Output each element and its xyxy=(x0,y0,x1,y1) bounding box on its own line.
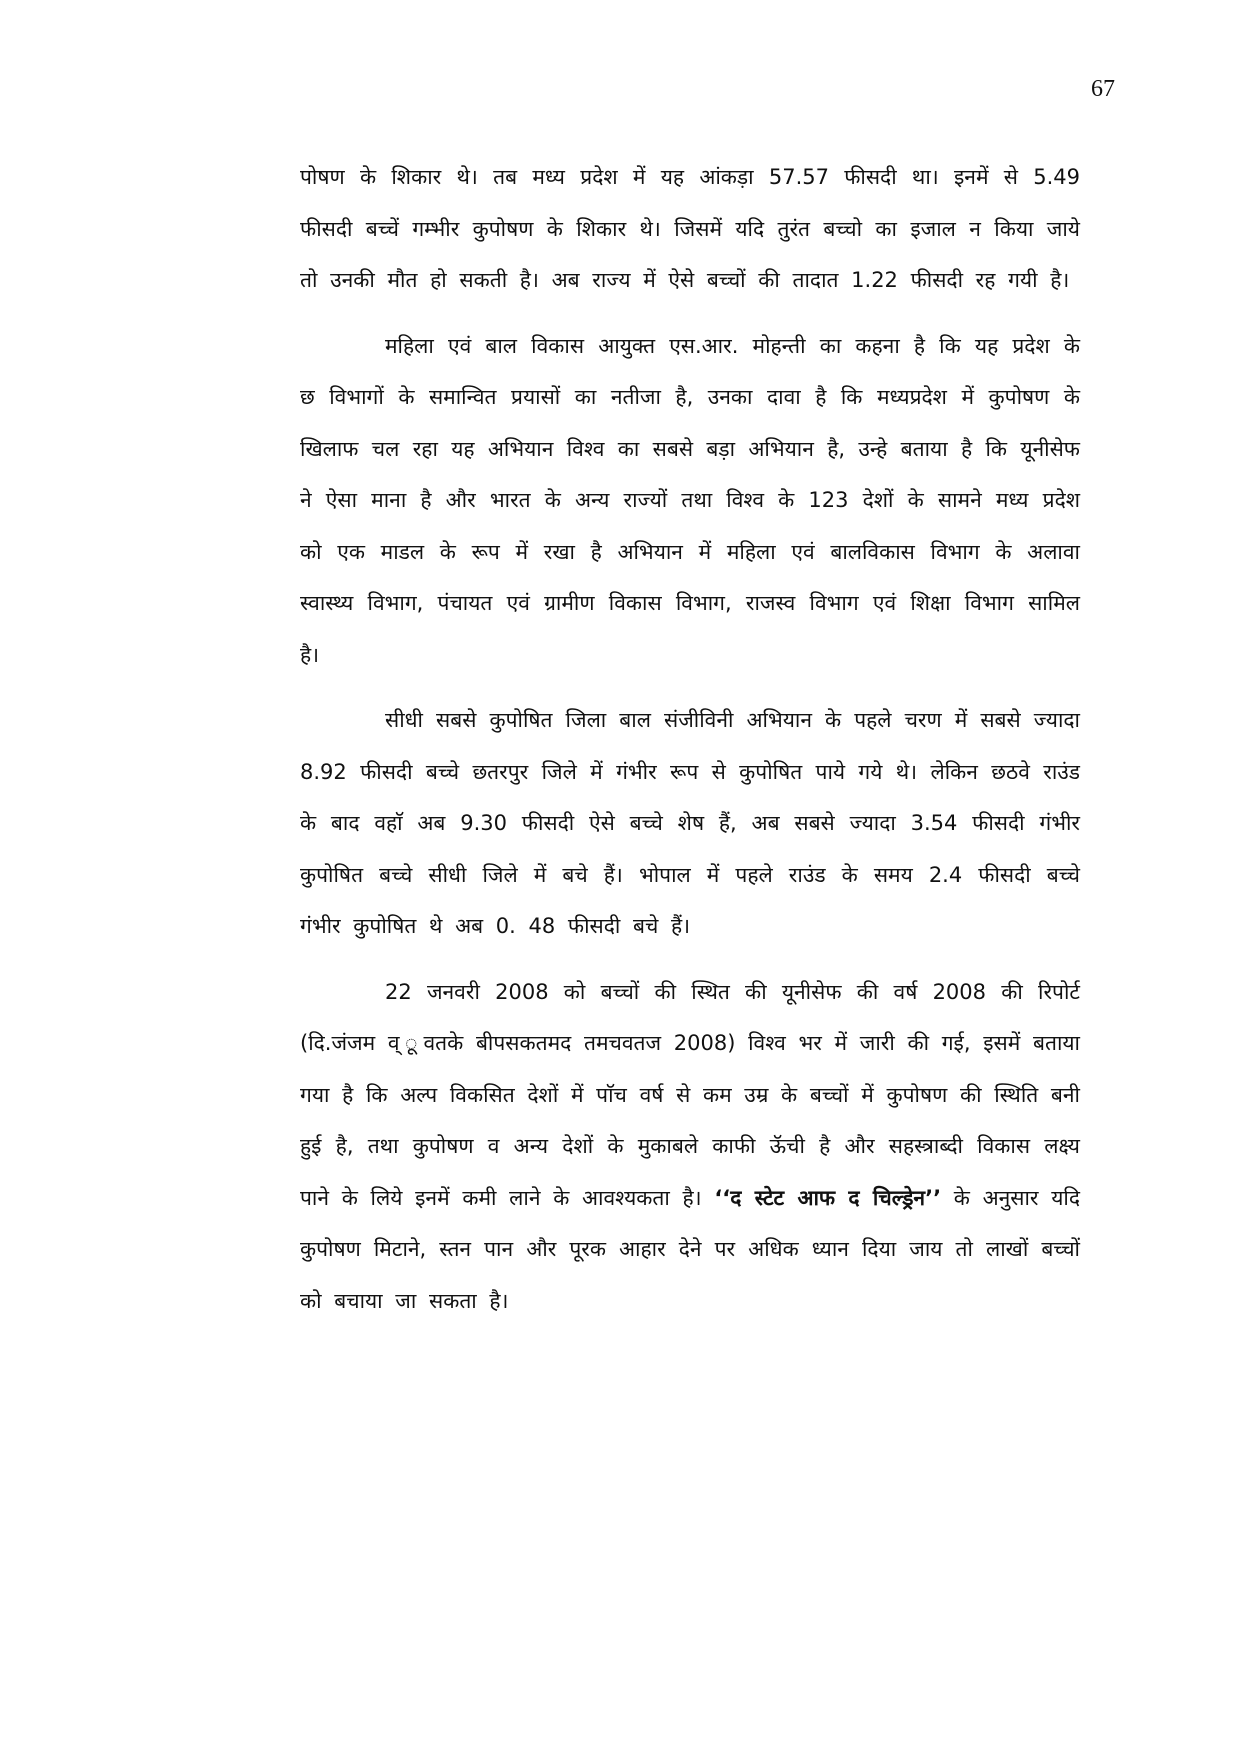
report-title-bold: ‘‘द स्टेट आफ द चिल्ड्रेन’’ xyxy=(714,1185,942,1210)
paragraph-1: पोषण के शिकार थे। तब मध्य प्रदेश में यह आंकड़ा 57.57 फीसदी था। इनमें से 5.49 फीसदी बच्चें गम्भीर कुपोषण के शिकार थे। जिसमें यदि तुरंत बच्चो का इजाल न किया जाये तो उनकी मौत हो सकती है। अब राज्य में ऐसे बच्चों की तादात 1.22 फीसदी रह गयी है। xyxy=(300,165,1080,292)
paragraph-4 xyxy=(300,967,1080,1328)
paragraph-2: महिला एवं बाल विकास आयुक्त एस.आर. मोहन्ती का कहना है कि यह प्रदेश के छ विभागों के समान्वित प्रयासों का नतीजा है, उनका दावा है कि मध्यप्रदेश में कुपोषण के खिलाफ चल रहा यह अभियान विश्व का सबसे बड़ा अभियान है, उन्हे बताया है कि यूनीसेफ ने ऐसा माना है और भारत के अन्य राज्यों तथा विश्व के 123 देशों के सामने मध्य प्रदेश को एक माडल के रूप में रखा है अभियान में महिला एवं बालविकास विभाग के अलावा स्वास्थ्य विभाग, पंचायत एवं ग्रामीण विकास विभाग, राजस्व विभाग एवं शिक्षा विभाग सामिल है। xyxy=(300,333,1080,667)
paragraph-4-text-before: 22 जनवरी 2008 को बच्चों की स्थित की यूनीसेफ की वर्ष 2008 की रिपोर्ट (दि.जंजम व् ूवतके बीपसकतमद तमचवतज 2008) विश्व भर में जारी की गई, इसमें बताया गया है कि अल्प विकसित देशों में पाॅच वर्ष से कम उम्र के बच्चों में कुपोषण की स्थिति बनी हुई है, तथा कुपोषण व अन्य देशों के मुकाबले काफी ऊॅची है और सहस्त्राब्दी विकास लक्ष्य पाने के लिये इनमें कमी लाने के आवश्यकता है। xyxy=(300,979,1080,1210)
paragraph-3: सीधी सबसे कुपोषित जिला बाल संजीविनी अभियान के पहले चरण में सबसे ज्यादा 8.92 फीसदी बच्चे छतरपुर जिले में गंभीर रूप से कुपोषित पाये गये थे। लेकिन छठवे राउंड के बाद वहाॅ अब 9.30 फीसदी ऐसे बच्चे शेष हैं, अब सबसे ज्यादा 3.54 फीसदी गंभीर कुपोषित बच्चे सीधी जिले में बचे हैं। भोपाल में पहले राउंड के समय 2.4 फीसदी बच्चे गंभीर कुपोषित थे अब 0. 48 फीसदी बचे हैं। xyxy=(300,708,1080,938)
paragraph-4-text-after: के अनुसार यदि कुपोषण मिटाने, स्तन पान और पूरक आहार देने पर अधिक ध्यान दिया जाय तो लाखों बच्चों को बचाया जा सकता है। xyxy=(300,1185,1080,1313)
body-text xyxy=(300,152,1080,1341)
page-number: 67 xyxy=(1091,76,1115,102)
